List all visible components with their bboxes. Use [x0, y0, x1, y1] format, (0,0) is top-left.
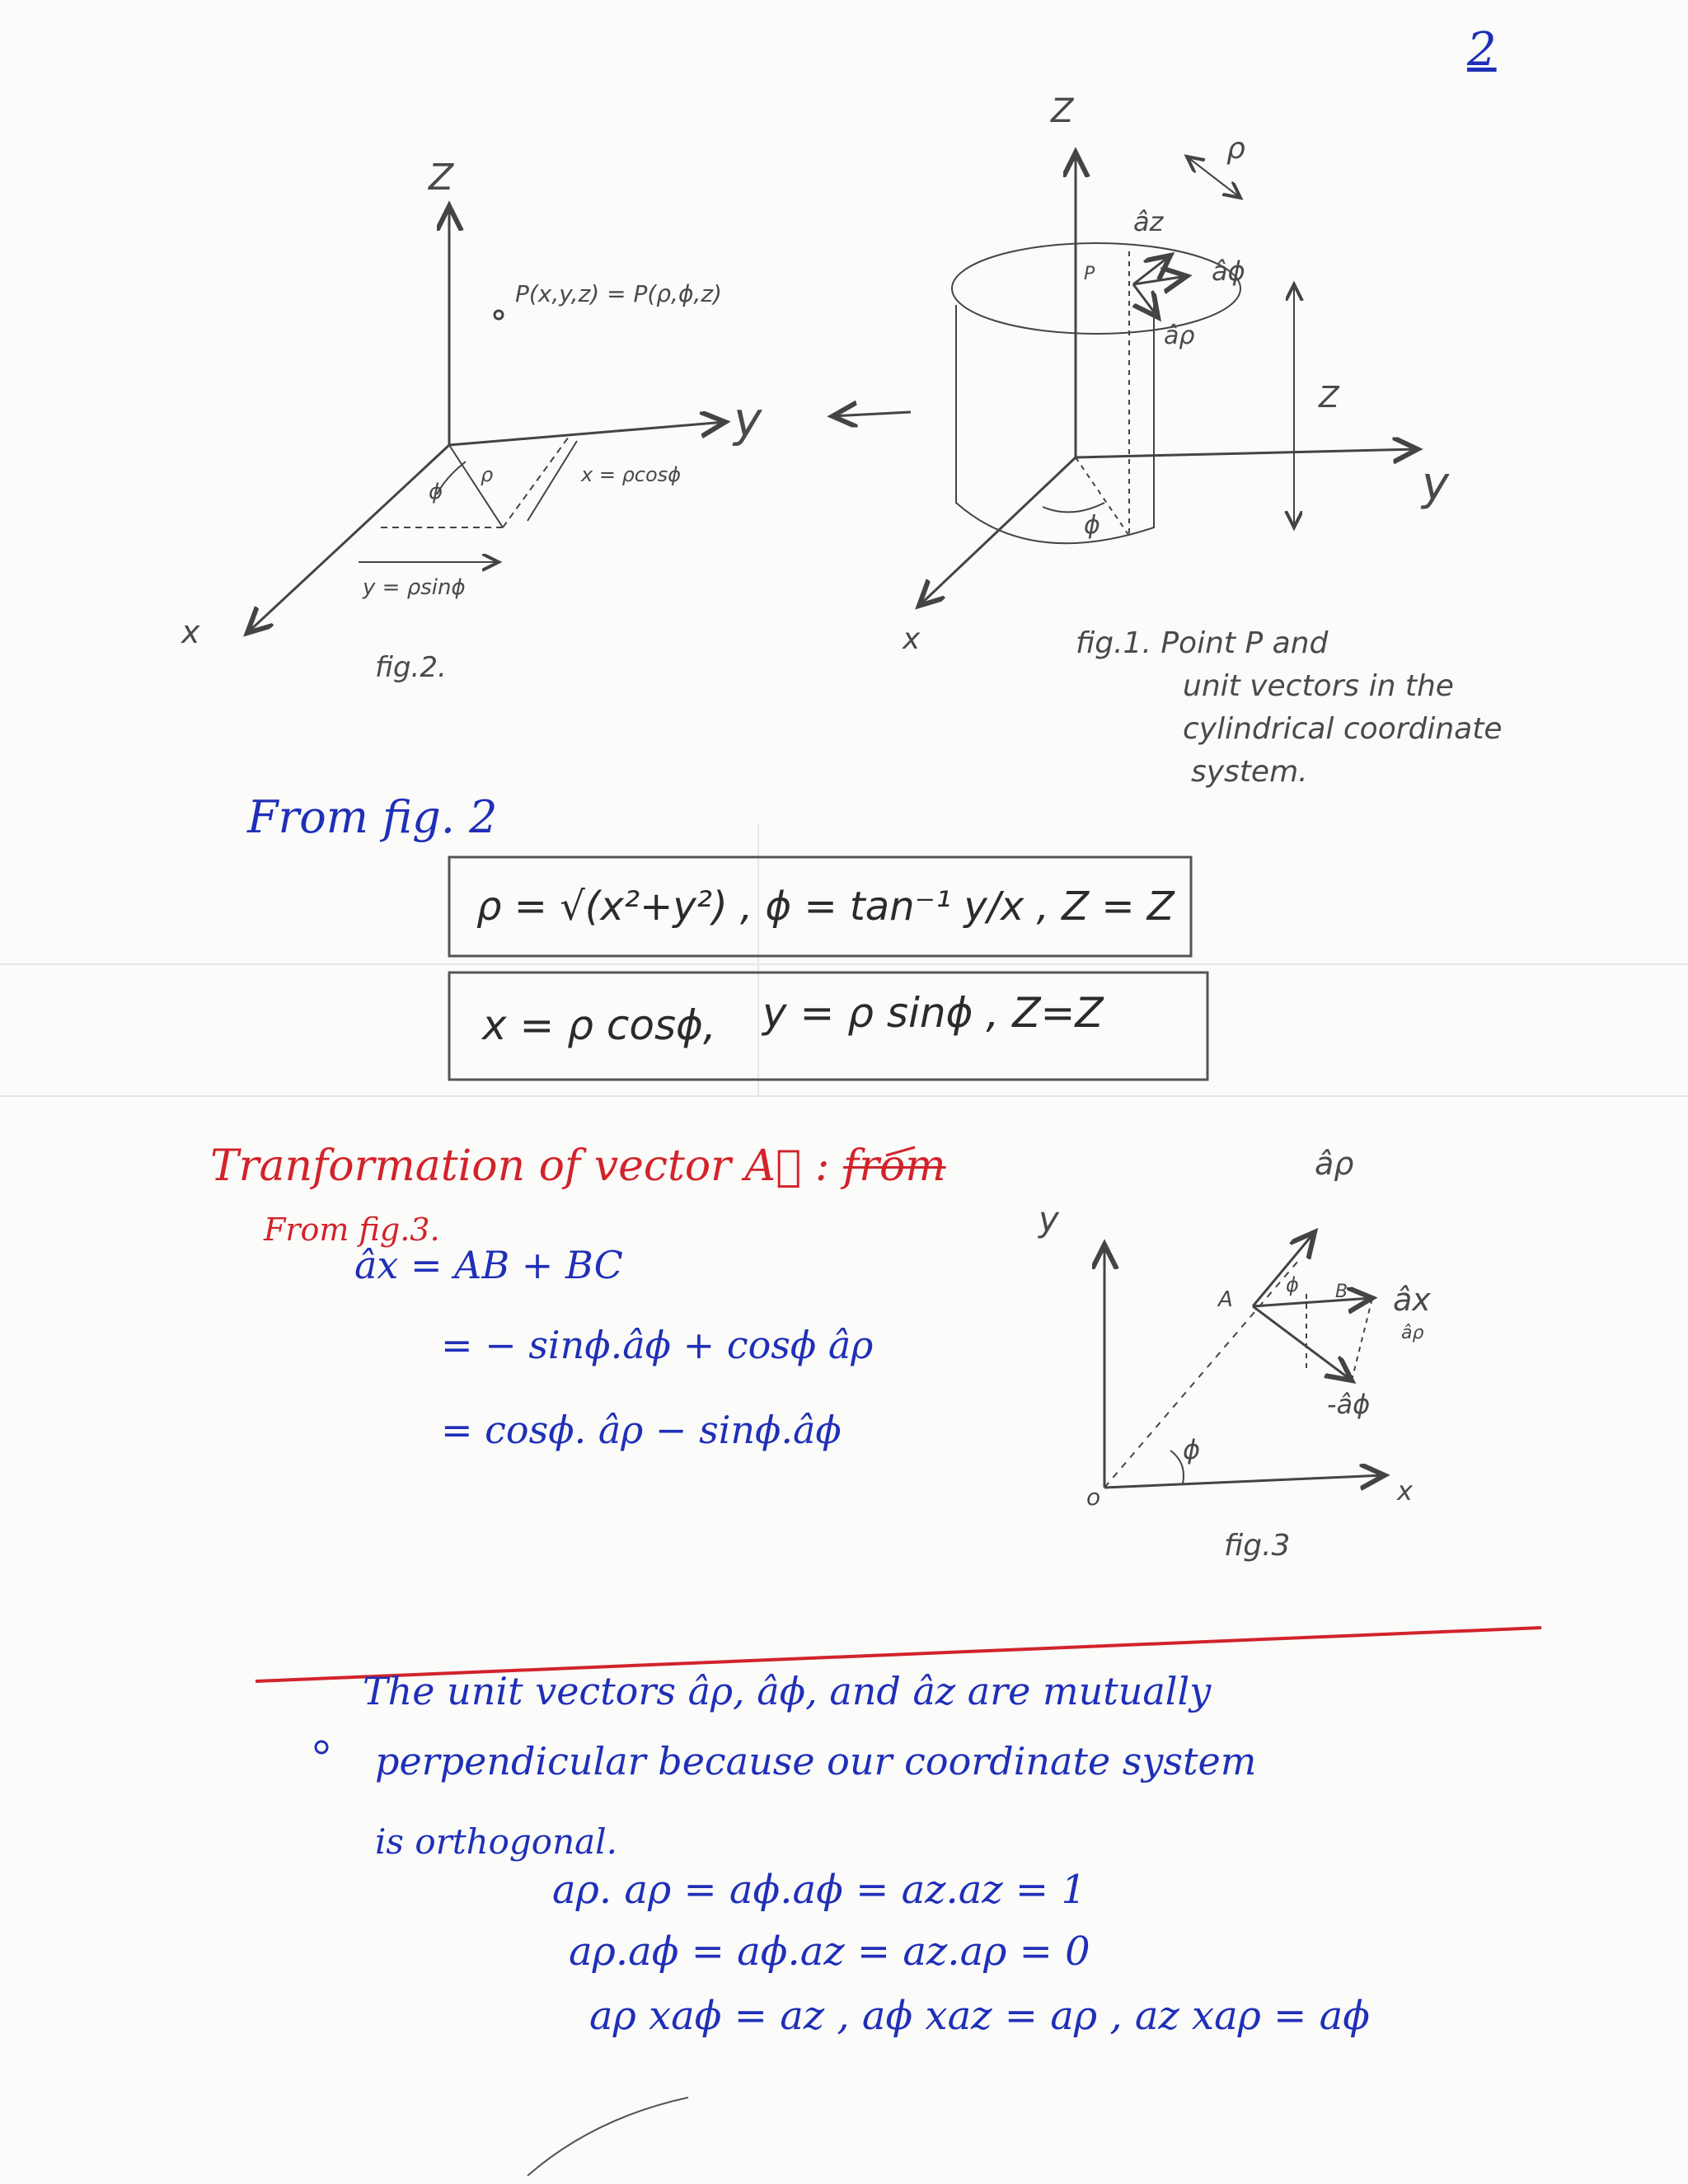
fig3-origin: o: [1086, 1483, 1101, 1511]
fig3-x-label: x: [1397, 1475, 1413, 1507]
fig2-z-label: Z: [429, 157, 454, 199]
fig3-drawing: [1104, 1232, 1385, 1488]
note-line-2: perpendicular because our coordinate system: [375, 1739, 1257, 1783]
eq-box-2-left: x = ρ cosϕ,: [482, 1001, 716, 1049]
fig2-x-projection: x = ρcosϕ: [581, 463, 682, 486]
cross-product-line: aρ xaϕ = az , aϕ xaz = aρ , az xaρ = aϕ: [589, 1993, 1370, 2039]
eq-box-1: ρ = √(x²+y²) , ϕ = tan⁻¹ y/x , Z = Z: [476, 883, 1175, 930]
fig1-z-label: Z: [1051, 92, 1074, 130]
fig3-a-x: âx: [1393, 1282, 1431, 1318]
fig3-point-b: B: [1335, 1282, 1348, 1302]
fig1-z-dim: Z: [1319, 381, 1339, 415]
fig1-a-phi: âϕ: [1212, 255, 1245, 287]
fig3-a-rho: âρ: [1315, 1146, 1354, 1182]
from-fig3-label: From fig.3.: [264, 1212, 440, 1248]
ruled-lines: [0, 824, 1688, 1096]
fig3-neg-a-phi: -âϕ: [1327, 1389, 1371, 1420]
note-line-3: is orthogonal.: [375, 1821, 617, 1862]
fig2-phi-label: ϕ: [429, 480, 443, 504]
ax-line-2: = − sinϕ.âϕ + cosϕ âρ: [441, 1323, 874, 1367]
fig2-rho-label: ρ: [481, 463, 494, 486]
fig2-x-label: x: [181, 614, 200, 650]
fig3-a-rho-small: âρ: [1401, 1323, 1424, 1343]
fig1-point: P: [1084, 264, 1095, 284]
fig1-caption: fig.1. Point P and unit vectors in the cylindrical coordinate system.: [1076, 626, 1503, 789]
dot-product-line-1: aρ. aρ = aϕ.aϕ = az.az = 1: [552, 1867, 1086, 1913]
fig3-point-a: A: [1218, 1287, 1233, 1312]
fig1-drawing: [919, 152, 1418, 606]
fig1-rho-dim: ρ: [1226, 132, 1245, 166]
fig3-phi: ϕ: [1183, 1434, 1201, 1465]
ax-line-1: âx = AB + BC: [354, 1243, 623, 1287]
fig2-y-label: y: [734, 391, 762, 448]
ax-line-3: = cosϕ. âρ − sinϕ.âϕ: [441, 1408, 842, 1452]
fig3-phi-top: ϕ: [1286, 1273, 1299, 1296]
fig2-axes: [247, 206, 725, 633]
page-number: 2: [1467, 23, 1497, 77]
struck-word: from: [842, 1141, 946, 1191]
fig3-y-label: y: [1039, 1199, 1059, 1240]
fig1-x-label: x: [903, 622, 921, 656]
fig1-y-label: y: [1422, 457, 1450, 511]
fig1-a-rho: âρ: [1164, 321, 1195, 350]
from-fig2-label: From fig. 2: [247, 791, 498, 843]
fig1-phi-label: ϕ: [1084, 511, 1100, 540]
fig1-a-z: âz: [1133, 206, 1164, 237]
fig3-caption: fig.3: [1224, 1529, 1291, 1563]
transform-heading: Tranformation of vector A⃗ : from: [210, 1141, 946, 1191]
fig2-y-projection: y = ρsinϕ: [363, 575, 466, 600]
bullet-dot: [316, 1741, 327, 1753]
fig2-caption: fig.2.: [375, 651, 447, 684]
fig2-point-label: P(x,y,z) = P(ρ,ϕ,z): [515, 280, 722, 307]
eq-box-2-right: y = ρ sinϕ , Z=Z: [762, 989, 1104, 1037]
dot-product-line-2: aρ.aϕ = aϕ.az = az.aρ = 0: [569, 1929, 1090, 1975]
pen-stray-mark: [528, 2097, 688, 2176]
note-line-1: The unit vectors âρ, âϕ, and âz are mutually: [363, 1669, 1212, 1713]
fig-link-arrow: [832, 412, 911, 416]
